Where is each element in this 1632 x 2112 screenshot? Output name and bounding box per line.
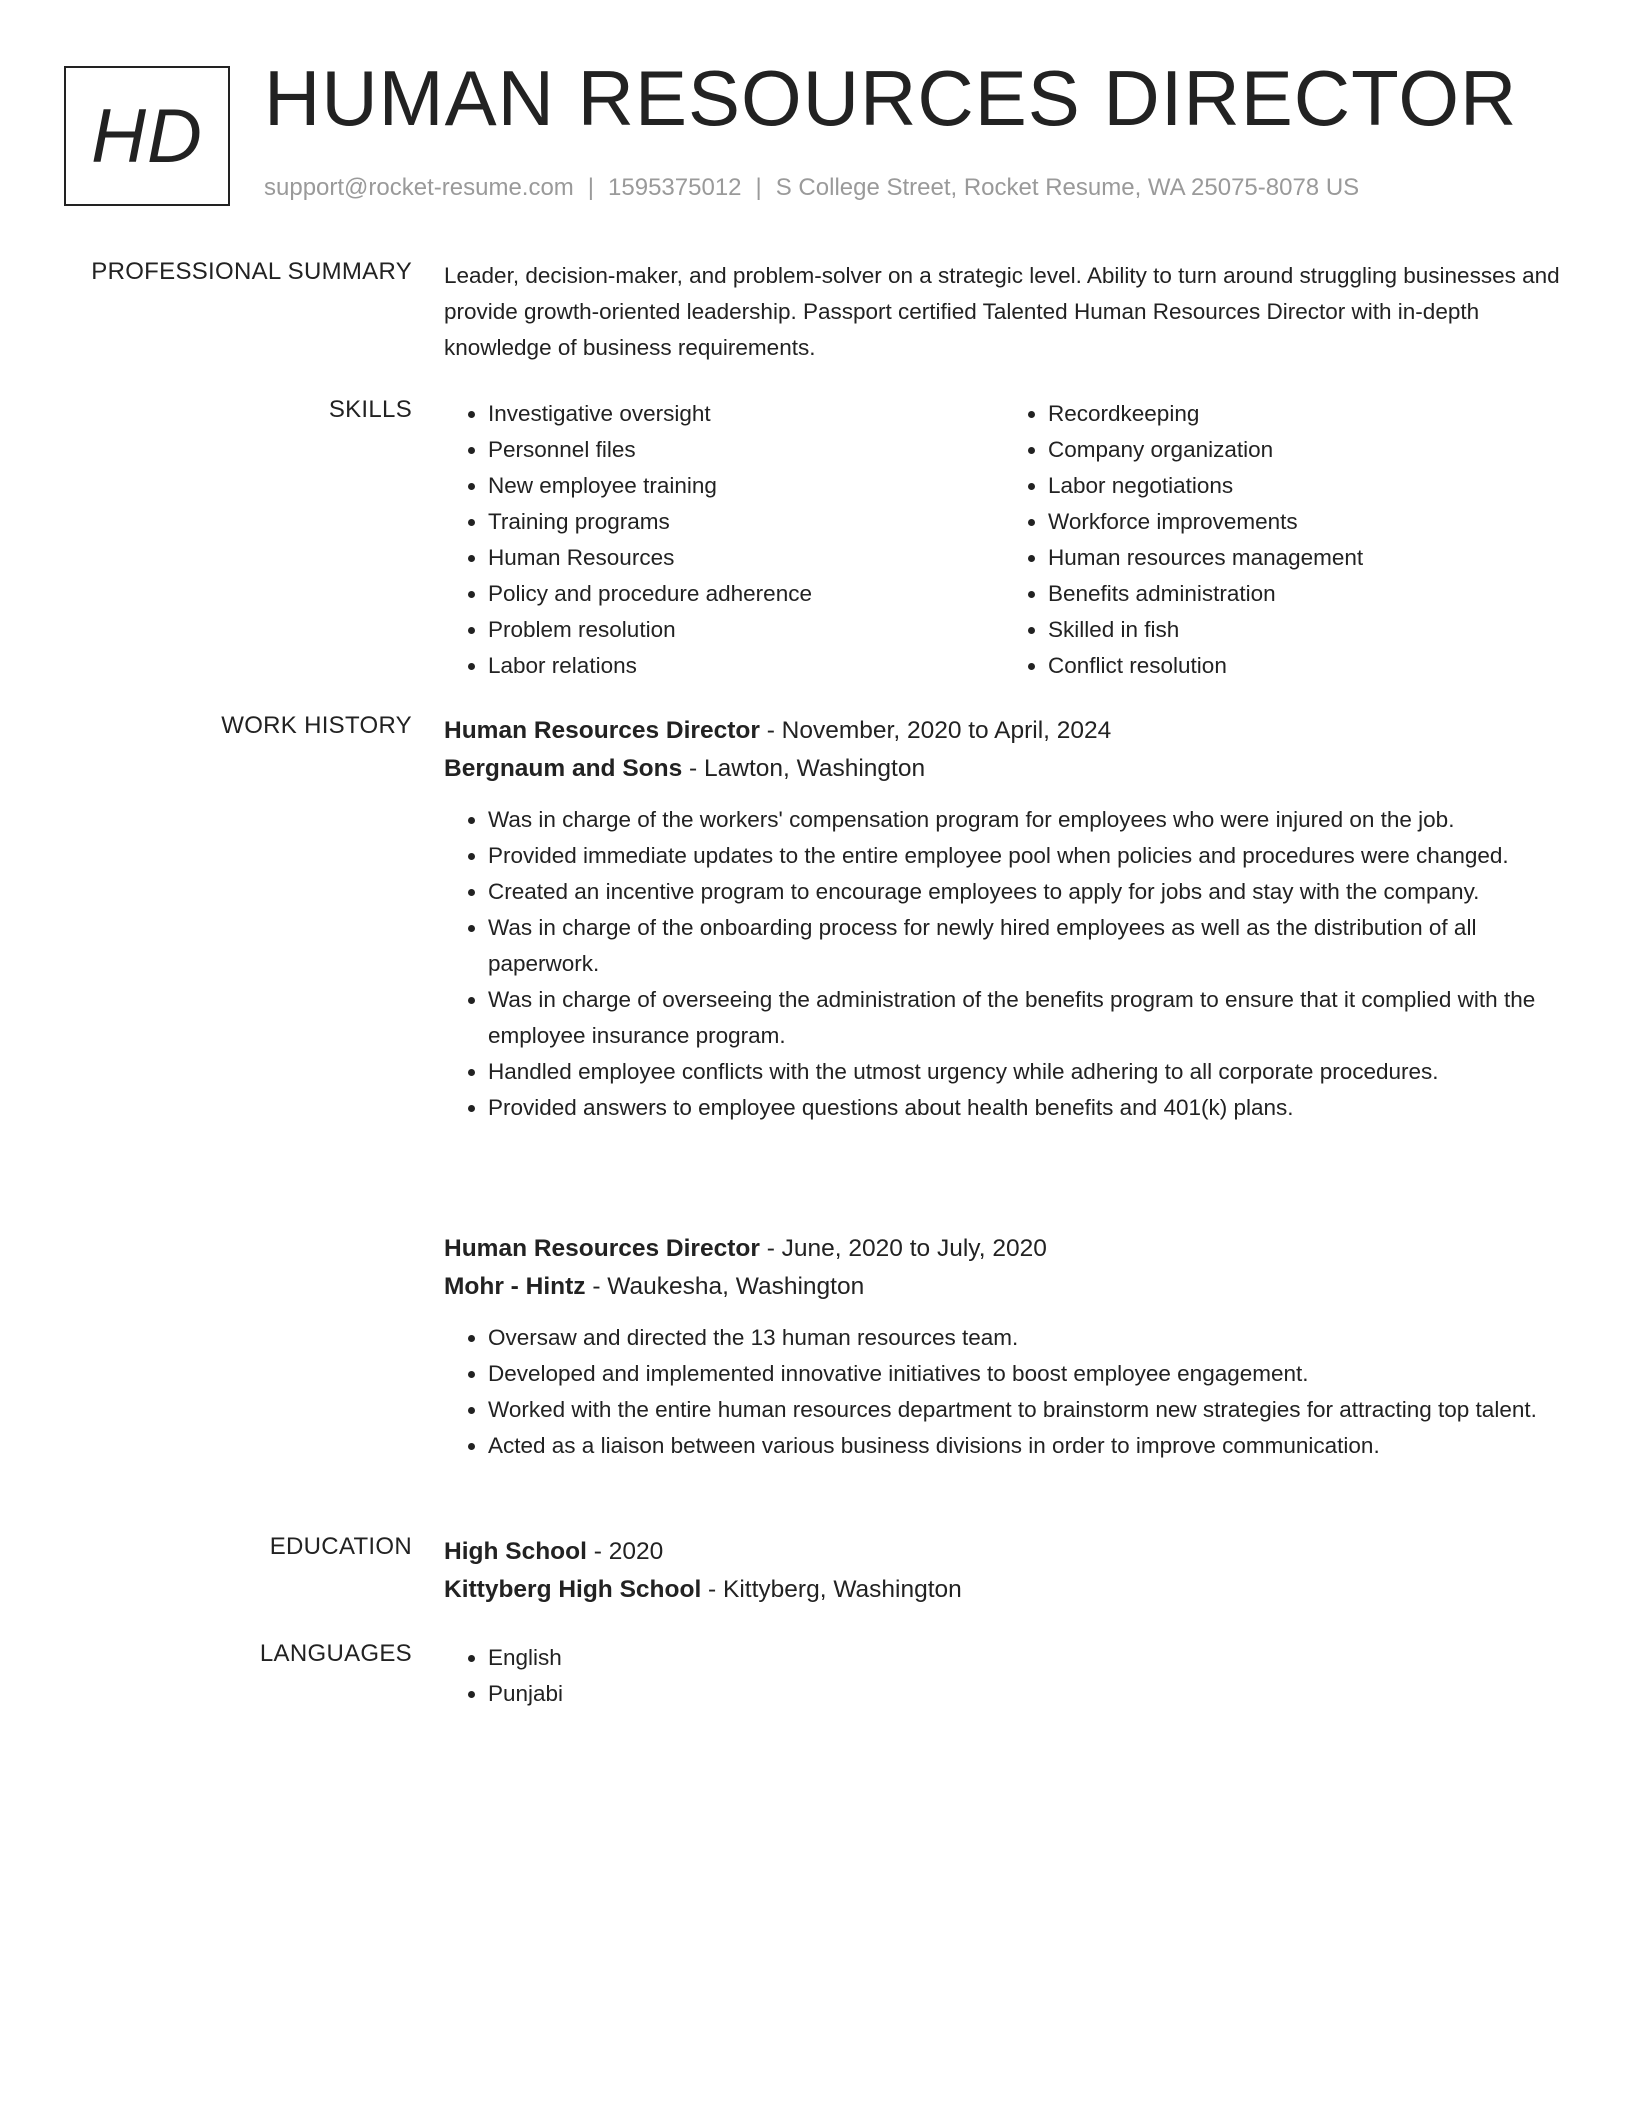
- job-dates: - November, 2020 to April, 2024: [759, 717, 1112, 744]
- job-title: Human Resources Director: [444, 1235, 760, 1262]
- job-bullet: • Created an incentive program to encourage employees to apply for jobs and stay with the company.: [488, 874, 1564, 910]
- skill-item: • Labor relations: [488, 648, 1004, 684]
- skill-item: • Company organization: [1048, 432, 1564, 468]
- job-bullet: • Worked with the entire human resources department to brainstorm new strategies for attracting top talent.: [488, 1392, 1564, 1428]
- job-company: Mohr - Hintz: [444, 1273, 586, 1300]
- skill-item: • Personnel files: [488, 432, 1004, 468]
- job-location: - Waukesha, Washington: [585, 1273, 865, 1300]
- summary-text: Leader, decision-maker, and problem-solver on a strategic level. Ability to turn around struggling businesses and provide growth-oriented leadership. Passport certified Talented Human Resources Director with in-depth knowledge of business requirements.: [444, 263, 1560, 360]
- skill-item: • Benefits administration: [1048, 576, 1564, 612]
- languages-list: [444, 1640, 1564, 1712]
- summary-body: [444, 258, 1564, 366]
- job-bullet: • Acted as a liaison between various business divisions in order to improve communication.: [488, 1428, 1564, 1464]
- skill-item: • Human resources management: [1048, 540, 1564, 576]
- job-bullet: • Oversaw and directed the 13 human resources team.: [488, 1320, 1564, 1356]
- skill-item: • Workforce improvements: [1048, 504, 1564, 540]
- language-item: • Punjabi: [488, 1676, 1564, 1712]
- skill-item: • Human Resources: [488, 540, 1004, 576]
- resume-name: HUMAN RESOURCES DIRECTOR: [264, 54, 1518, 142]
- education-location: - Kittyberg, Washington: [701, 1576, 962, 1603]
- skills-heading: SKILLS: [328, 396, 412, 423]
- skill-item: • New employee training: [488, 468, 1004, 504]
- contact-email[interactable]: support@rocket-resume.com: [264, 174, 574, 201]
- education-body: [444, 1533, 1564, 1609]
- education-school: Kittyberg High School: [444, 1576, 702, 1603]
- job-bullet: • Was in charge of the workers' compensation program for employees who were injured on the job.: [488, 802, 1564, 838]
- job-entry: [444, 1230, 1564, 1464]
- job-title: Human Resources Director: [444, 717, 760, 744]
- job-bullet-list: [444, 802, 1564, 1126]
- skill-item: • Skilled in fish: [1048, 612, 1564, 648]
- skill-item: • Training programs: [488, 504, 1004, 540]
- contact-phone[interactable]: 1595375012: [608, 174, 742, 201]
- job-bullet: • Provided immediate updates to the entire employee pool when policies and procedures were changed.: [488, 838, 1564, 874]
- job-entry: [444, 712, 1564, 1126]
- job-company-line: [444, 1268, 1564, 1306]
- job-bullet-list: [444, 1320, 1564, 1464]
- job-bullet: • Developed and implemented innovative initiatives to boost employee engagement.: [488, 1356, 1564, 1392]
- skill-item: • Problem resolution: [488, 612, 1004, 648]
- language-item: • English: [488, 1640, 1564, 1676]
- skill-item: • Conflict resolution: [1048, 648, 1564, 684]
- job-company-line: [444, 750, 1564, 788]
- skill-item: • Policy and procedure adherence: [488, 576, 1004, 612]
- education-year: - 2020: [586, 1538, 664, 1565]
- job-dates: - June, 2020 to July, 2020: [759, 1235, 1047, 1262]
- job-title-line: [444, 712, 1564, 750]
- contact-line: [264, 174, 1359, 202]
- education-degree: High School: [444, 1538, 587, 1565]
- monogram-box: [64, 66, 230, 206]
- job-title-line: [444, 1230, 1564, 1268]
- languages-heading: LANGUAGES: [259, 1640, 412, 1667]
- job-location: - Lawton, Washington: [682, 755, 926, 782]
- job-bullet: • Provided answers to employee questions about health benefits and 401(k) plans.: [488, 1090, 1564, 1126]
- job-bullet: • Was in charge of overseeing the administration of the benefits program to ensure that it complied with the employee insurance program.: [488, 982, 1564, 1054]
- job-bullet: • Handled employee conflicts with the utmost urgency while adhering to all corporate procedures.: [488, 1054, 1564, 1090]
- contact-address: S College Street, Rocket Resume, WA 25075-8078 US: [775, 174, 1360, 201]
- skill-item: • Recordkeeping: [1048, 396, 1564, 432]
- skills-body: [444, 396, 1564, 684]
- job-bullet: • Was in charge of the onboarding process for newly hired employees as well as the distribution of all paperwork.: [488, 910, 1564, 982]
- contact-separator: |: [587, 174, 595, 201]
- skills-list-left: [444, 396, 1004, 684]
- skill-item: • Investigative oversight: [488, 396, 1004, 432]
- monogram-initials: HD: [91, 93, 203, 179]
- work-history-heading: WORK HISTORY: [221, 712, 412, 739]
- skill-item: • Labor negotiations: [1048, 468, 1564, 504]
- contact-separator: |: [755, 174, 762, 201]
- education-heading: EDUCATION: [269, 1533, 412, 1560]
- summary-heading: PROFESSIONAL SUMMARY: [91, 258, 412, 285]
- education-degree-line: [444, 1533, 1564, 1571]
- education-school-line: [444, 1571, 1564, 1609]
- job-company: Bergnaum and Sons: [444, 755, 683, 782]
- languages-body: [444, 1640, 1564, 1712]
- skills-list-right: [1004, 396, 1564, 684]
